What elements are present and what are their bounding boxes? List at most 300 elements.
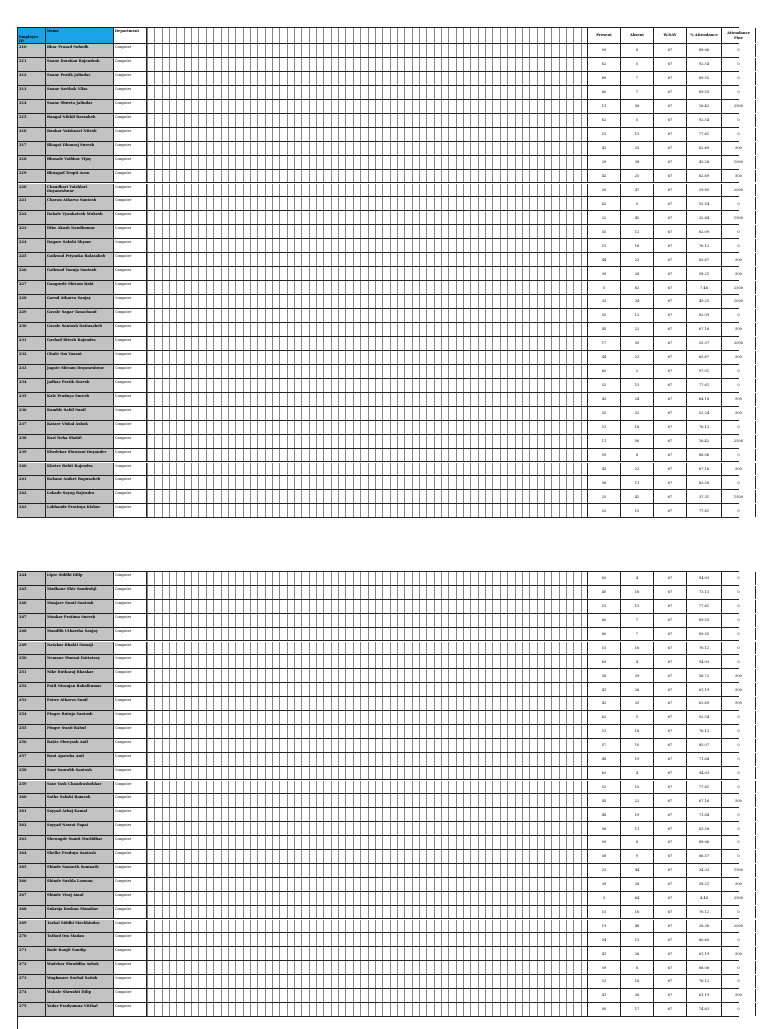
department-cell: Computer [114,989,147,1002]
department-cell: Computer [114,114,147,127]
present-cell: 52 [588,379,621,392]
wday-cell: 67 [654,947,687,960]
wday-cell: 67 [654,379,687,392]
employee-name-cell: Khedekar Shravani Dnyandev [46,449,114,462]
attendance-fine-cell: 500 [722,947,756,960]
daily-attendance-grid [147,822,588,835]
table-row [18,393,742,407]
pct-attendance-cell: 83.58 [687,822,722,835]
daily-attendance-grid [147,58,588,71]
pct-attendance-cell: 88.06 [687,836,722,849]
wday-cell: 67 [654,100,687,113]
employee-id-cell: 266 [18,878,46,891]
daily-attendance-grid [147,975,588,988]
table-row [18,72,739,86]
employee-id-cell: 215 [18,114,46,127]
present-cell: 45 [588,794,621,807]
daily-attendance-grid [147,44,588,57]
present-cell: 3 [588,892,621,905]
employee-name-cell: Mandlik Utkarsha Sanjay [46,628,114,641]
table-row [18,323,742,337]
table-row [18,309,739,323]
table-row [18,906,739,920]
daily-attendance-grid [147,767,588,780]
pct-attendance-cell: 65.67 [687,253,722,266]
wday-cell: 67 [654,614,687,627]
pct-attendance-cell: 77.61 [687,379,722,392]
attendance-fine-cell: 0 [722,711,756,724]
absent-cell: 15 [621,600,654,613]
attendance-fine-cell: 2500 [722,281,756,294]
table-row [18,850,739,864]
absent-cell: 25 [621,697,654,710]
wday-cell: 67 [654,586,687,599]
pct-attendance-cell: 61.19 [687,989,722,1002]
pct-attendance-cell: 86.57 [687,850,722,863]
absent-cell: 13 [621,933,654,946]
employee-name-cell: Sayyad Nasrat Papai [46,822,114,835]
employee-id-cell: 217 [18,142,46,155]
department-cell: Computer [114,614,147,627]
absent-cell: 10 [621,739,654,752]
present-cell: 52 [588,504,621,517]
pct-attendance-cell: 67.16 [687,463,722,476]
wday-cell: 67 [654,920,687,933]
daily-attendance-grid [147,697,588,710]
employee-name-cell: Kokane Aniket Bapusaheb [46,476,114,489]
employee-name-cell: Sase Saurabh Santosh [46,767,114,780]
employee-name-cell: Pingre Rutuja Santosh [46,711,114,724]
absent-cell: 15 [621,504,654,517]
employee-id-cell: 260 [18,794,46,807]
daily-attendance-grid [147,142,588,155]
table-row [18,822,739,836]
employee-id-cell: 216 [18,128,46,141]
header-present: Present [588,28,621,43]
department-cell: Computer [114,337,147,350]
employee-id-cell: 271 [18,947,46,960]
present-cell: 41 [588,683,621,696]
employee-id-cell: 253 [18,697,46,710]
department-cell: Computer [114,58,147,71]
employee-id-cell: 225 [18,253,46,266]
present-cell: 44 [588,253,621,266]
table-row [18,337,744,351]
daily-attendance-grid [147,184,588,197]
table-row [18,114,739,128]
wday-cell: 67 [654,225,687,238]
employee-id-cell: 275 [18,1003,46,1016]
department-cell: Computer [114,808,147,821]
pct-attendance-cell: 74.63 [687,1003,722,1016]
table-row [18,86,739,100]
department-cell: Computer [114,975,147,988]
absent-cell: 7 [621,72,654,85]
present-cell: 19 [588,920,621,933]
present-cell: 48 [588,808,621,821]
pct-attendance-cell: 28.36 [687,920,722,933]
employee-id-cell: 239 [18,449,46,462]
pct-attendance-cell: 76.12 [687,975,722,988]
employee-name-cell: Shinde Samarth Somnath [46,864,114,877]
department-cell: Computer [114,407,147,420]
absent-cell: 44 [621,864,654,877]
absent-cell: 4 [621,655,654,668]
wday-cell: 67 [654,128,687,141]
daily-attendance-grid [147,947,588,960]
pct-attendance-cell: 71.64 [687,753,722,766]
employee-name-cell: Sase Yash Chandrashekhar [46,781,114,794]
attendance-fine-cell: 0 [722,586,756,599]
department-cell: Computer [114,393,147,406]
wday-cell: 67 [654,281,687,294]
daily-attendance-grid [147,586,588,599]
pct-attendance-cell: 88.06 [687,44,722,57]
pct-attendance-cell: 62.69 [687,697,722,710]
present-cell: 22 [588,211,621,224]
employee-name-cell: Rakte Shreyash Anil [46,739,114,752]
employee-id-cell: 258 [18,767,46,780]
attendance-fine-cell: 0 [722,767,756,780]
absent-cell: 16 [621,725,654,738]
attendance-fine-cell: 0 [722,600,756,613]
employee-name-cell: Gaikwad Priyanka Balasaheb [46,253,114,266]
department-cell: Computer [114,295,147,308]
wday-cell: 67 [654,142,687,155]
absent-cell: 8 [621,961,654,974]
attendance-fine-cell: 500 [722,683,756,696]
present-cell: 59 [588,449,621,462]
present-cell: 57 [588,739,621,752]
table-row [18,628,739,642]
absent-cell: 16 [621,906,654,919]
wday-cell: 67 [654,628,687,641]
employee-id-cell: 243 [18,504,46,517]
present-cell: 20 [588,184,621,197]
employee-name-cell: Shinde Viraj Amol [46,892,114,905]
table-row [18,44,739,58]
pct-attendance-cell: 88.06 [687,449,722,462]
attendance-fine-cell: 500 [722,351,756,364]
present-cell: 48 [588,753,621,766]
pct-attendance-cell: 82.09 [687,225,722,238]
department-cell: Computer [114,767,147,780]
employee-id-cell: 222 [18,211,46,224]
daily-attendance-grid [147,572,588,585]
attendance-fine-cell: 0 [722,365,756,378]
pct-attendance-cell: 77.61 [687,128,722,141]
attendance-fine-cell: 500 [722,142,756,155]
department-cell: Computer [114,906,147,919]
present-cell: 42 [588,170,621,183]
table-row [18,435,744,449]
table-row [18,586,739,600]
daily-attendance-grid [147,86,588,99]
attendance-fine-cell: 2500 [722,892,756,905]
employee-name-cell: Tathod Om Madan [46,933,114,946]
department-cell: Computer [114,697,147,710]
department-cell: Computer [114,170,147,183]
absent-cell: 9 [621,850,654,863]
wday-cell: 67 [654,794,687,807]
table-row [18,421,739,435]
present-cell: 44 [588,351,621,364]
present-cell: 59 [588,961,621,974]
employee-id-cell: 232 [18,351,46,364]
attendance-fine-cell: 0 [722,739,756,752]
present-cell: 41 [588,989,621,1002]
daily-attendance-grid [147,504,588,517]
wday-cell: 67 [654,295,687,308]
absent-cell: 16 [621,421,654,434]
attendance-fine-cell: 500 [722,393,756,406]
employee-id-cell: 214 [18,100,46,113]
employee-id-cell: 221 [18,197,46,210]
attendance-fine-cell: 0 [722,504,756,517]
absent-cell: 16 [621,975,654,988]
absent-cell: 22 [621,463,654,476]
employee-name-cell: Sathe Sakshi Ramesh [46,794,114,807]
present-cell: 43 [588,393,621,406]
absent-cell: 28 [621,267,654,280]
wday-cell: 67 [654,961,687,974]
employee-id-cell: 228 [18,295,46,308]
pct-attendance-cell: 62.69 [687,170,722,183]
absent-cell: 25 [621,142,654,155]
daily-attendance-grid [147,878,588,891]
absent-cell: 62 [621,281,654,294]
absent-cell: 32 [621,407,654,420]
employee-name-cell: Dike Akash Nandkumar [46,225,114,238]
daily-attendance-grid [147,808,588,821]
daily-attendance-grid [147,393,588,406]
attendance-fine-cell: 500 [722,697,756,710]
absent-cell: 19 [621,753,654,766]
wday-cell: 67 [654,739,687,752]
daily-attendance-grid [147,739,588,752]
employee-id-cell: 256 [18,739,46,752]
attendance-fine-cell: 500 [722,323,756,336]
daily-attendance-grid [147,906,588,919]
employee-id-cell: 247 [18,614,46,627]
employee-id-cell: 245 [18,586,46,599]
wday-cell: 67 [654,211,687,224]
employee-id-cell: 213 [18,86,46,99]
present-cell: 60 [588,614,621,627]
present-cell: 38 [588,669,621,682]
table-row [18,669,742,683]
wday-cell: 67 [654,864,687,877]
present-cell: 42 [588,697,621,710]
daily-attendance-grid [147,920,588,933]
wday-cell: 67 [654,365,687,378]
header-employee-id: Employee ID [18,28,46,43]
department-cell: Computer [114,225,147,238]
pct-attendance-cell: 76.12 [687,725,722,738]
absent-cell: 18 [621,586,654,599]
present-cell: 52 [588,128,621,141]
header-day-grid [147,28,588,43]
wday-cell: 67 [654,655,687,668]
wday-cell: 67 [654,781,687,794]
employee-name-cell: Wakale Shrushti Dilip [46,989,114,1002]
present-cell: 63 [588,655,621,668]
pct-attendance-cell: 92.54 [687,197,722,210]
present-cell: 62 [588,711,621,724]
attendance-fine-cell: 0 [722,44,756,57]
employee-name-cell: Ghule Om Vasant [46,351,114,364]
attendance-fine-cell: 2000 [722,184,756,197]
pct-attendance-cell: 80.60 [687,933,722,946]
daily-attendance-grid [147,281,588,294]
daily-attendance-grid [147,239,588,252]
department-cell: Computer [114,711,147,724]
absent-cell: 28 [621,878,654,891]
pct-attendance-cell: 89.55 [687,86,722,99]
table-row [18,961,739,975]
attendance-fine-cell: 0 [722,975,756,988]
department-cell: Computer [114,351,147,364]
employee-name-cell: Jadhav Pratik Suresh [46,379,114,392]
attendance-fine-cell: 0 [722,72,756,85]
attendance-fine-cell: 0 [722,642,756,655]
employee-id-cell: 227 [18,281,46,294]
employee-id-cell: 229 [18,309,46,322]
department-cell: Computer [114,892,147,905]
wday-cell: 67 [654,421,687,434]
absent-cell: 12 [621,309,654,322]
employee-id-cell: 231 [18,337,46,350]
wday-cell: 67 [654,892,687,905]
employee-id-cell: 241 [18,476,46,489]
table-row [18,379,739,393]
wday-cell: 67 [654,72,687,85]
table-row [18,295,744,309]
department-cell: Computer [114,365,147,378]
employee-name-cell: Soane Pratik Jalindar [46,72,114,85]
table-row [18,184,744,198]
present-cell: 55 [588,225,621,238]
daily-attendance-grid [147,989,588,1002]
department-cell: Computer [114,642,147,655]
present-cell: 52 [588,600,621,613]
department-cell: Computer [114,822,147,835]
present-cell: 5 [588,281,621,294]
employee-name-cell: Bhusgad Trupti Arun [46,170,114,183]
table-row [18,767,739,781]
department-cell: Computer [114,281,147,294]
table-row [18,365,739,379]
pct-attendance-cell: 89.55 [687,72,722,85]
employee-name-cell: Bhor Prasad Subodh [46,44,114,57]
attendance-sheet-page-1 [17,27,750,518]
employee-id-cell: 257 [18,753,46,766]
daily-attendance-grid [147,128,588,141]
employee-id-cell: 219 [18,170,46,183]
employee-name-cell: Garud Atharva Sanjay [46,295,114,308]
employee-name-cell: Soane Shweta Jalindar [46,100,114,113]
daily-attendance-grid [147,267,588,280]
wday-cell: 67 [654,309,687,322]
present-cell: 56 [588,822,621,835]
wday-cell: 67 [654,725,687,738]
absent-cell: 45 [621,211,654,224]
absent-cell: 34 [621,295,654,308]
employee-id-cell: 259 [18,781,46,794]
pct-attendance-cell: 49.25 [687,295,722,308]
table-row [18,572,739,586]
daily-attendance-grid [147,156,588,169]
pct-attendance-cell: 25.37 [687,337,722,350]
employee-name-cell: Madhane Shiv Sandeshji [46,586,114,599]
table-row [18,463,742,477]
pct-attendance-cell: 37.31 [687,490,722,503]
daily-attendance-grid [147,225,588,238]
pct-attendance-cell: 61.19 [687,683,722,696]
present-cell: 29 [588,156,621,169]
attendance-fine-cell: 0 [722,114,756,127]
employee-name-cell: Yadav Pradyumna Vitthal [46,1003,114,1016]
department-cell: Computer [114,961,147,974]
daily-attendance-grid [147,407,588,420]
present-cell: 50 [588,1003,621,1016]
wday-cell: 67 [654,711,687,724]
employee-name-cell: Shewagde Sumit Murlidhar [46,836,114,849]
employee-name-cell: Bangal Nikhil Ravsaheb [46,114,114,127]
employee-id-cell: 240 [18,463,46,476]
daily-attendance-grid [147,421,588,434]
employee-name-cell: Manjare Swati Santosh [46,600,114,613]
table-row [18,781,739,795]
department-cell: Computer [114,725,147,738]
pct-attendance-cell: 73.13 [687,586,722,599]
table-row [18,100,744,114]
attendance-fine-cell: 0 [722,725,756,738]
employee-id-cell: 268 [18,906,46,919]
absent-cell: 17 [621,1003,654,1016]
daily-attendance-grid [147,490,588,503]
daily-attendance-grid [147,725,588,738]
attendance-fine-cell: 0 [722,476,756,489]
daily-attendance-grid [147,669,588,682]
absent-cell: 56 [621,100,654,113]
employee-id-cell: 234 [18,379,46,392]
department-cell: Computer [114,128,147,141]
wday-cell: 67 [654,975,687,988]
absent-cell: 15 [621,781,654,794]
absent-cell: 15 [621,128,654,141]
pct-attendance-cell: 88.06 [687,961,722,974]
employee-name-cell: Bankar Vaishnavi Nitesh [46,128,114,141]
attendance-fine-cell: 2000 [722,337,756,350]
employee-name-cell: Wadekar Shraddha Ashok [46,961,114,974]
employee-id-cell: 246 [18,600,46,613]
present-cell: 60 [588,86,621,99]
present-cell: 62 [588,197,621,210]
employee-id-cell: 255 [18,725,46,738]
employee-id-cell: 238 [18,435,46,448]
pct-attendance-cell: 67.16 [687,323,722,336]
pct-attendance-cell: 16.42 [687,100,722,113]
table-row [18,351,742,365]
wday-cell: 67 [654,44,687,57]
department-cell: Computer [114,933,147,946]
department-cell: Computer [114,72,147,85]
present-cell: 54 [588,933,621,946]
present-cell: 65 [588,365,621,378]
absent-cell: 47 [621,184,654,197]
attendance-fine-cell: 0 [722,961,756,974]
